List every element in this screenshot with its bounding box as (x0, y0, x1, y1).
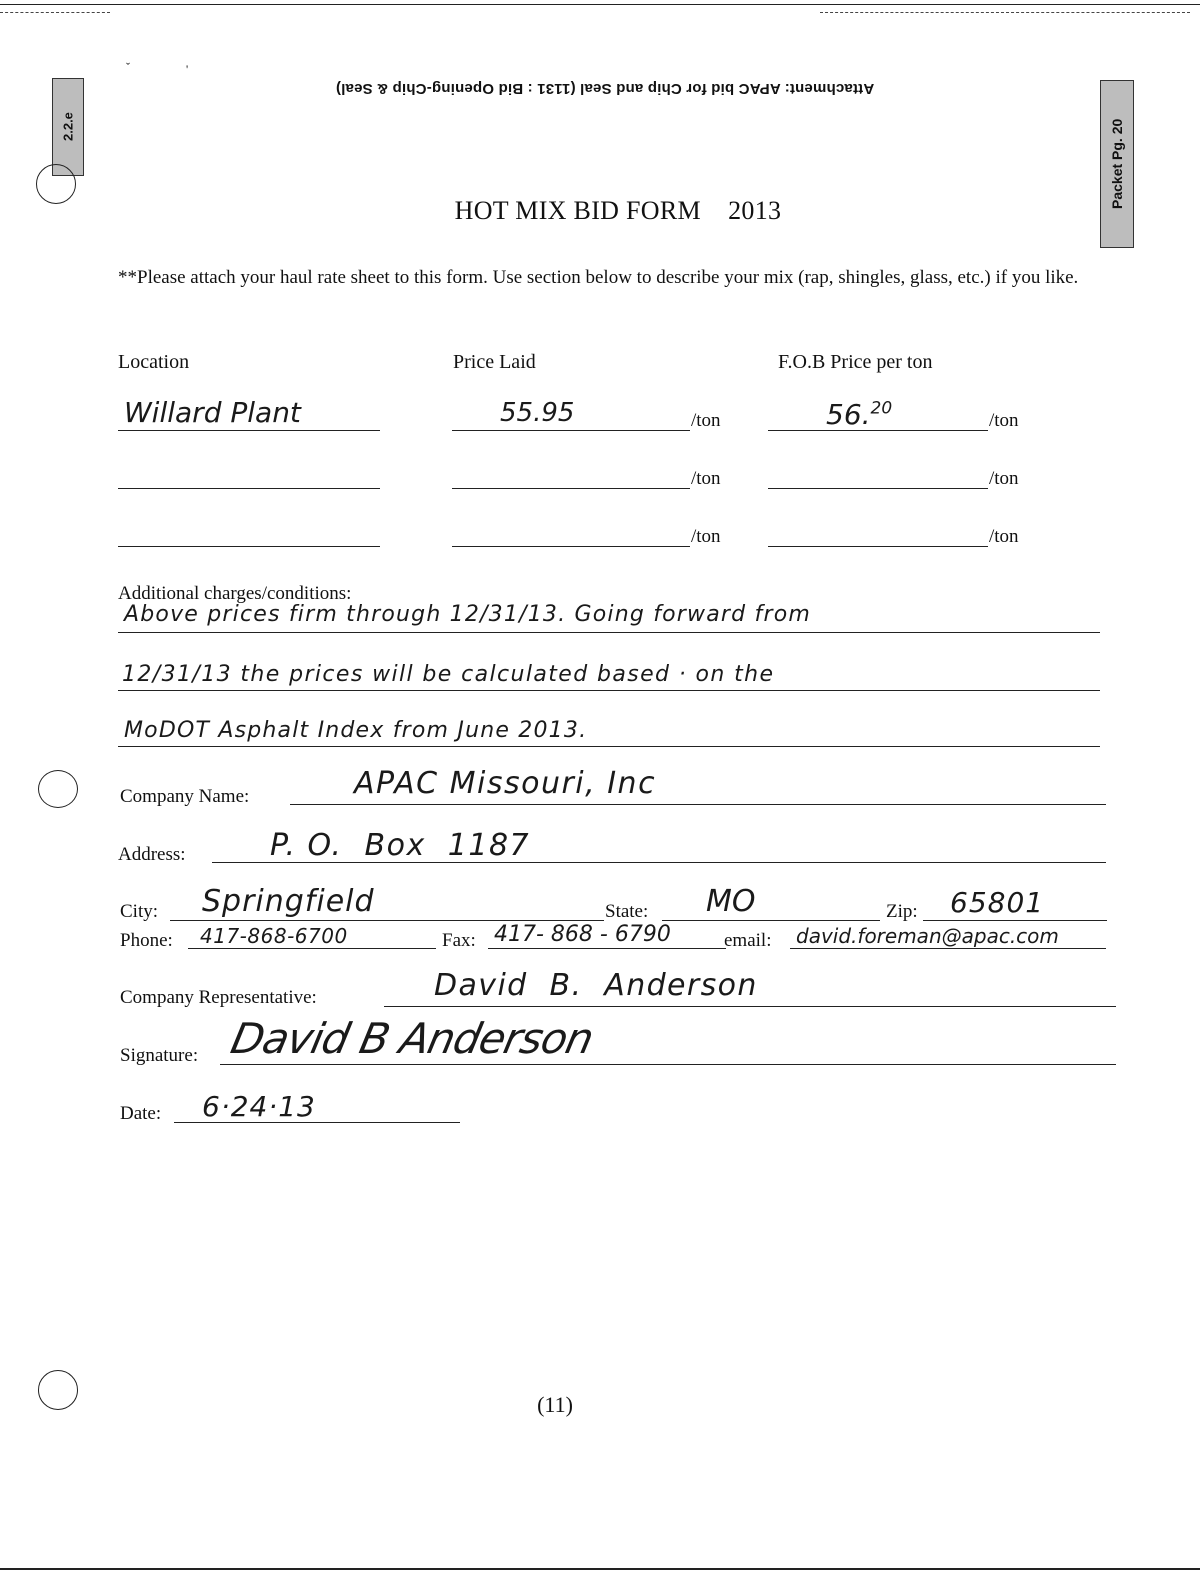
additional-text-1[interactable]: Above prices firm through 12/31/13. Going forward from (124, 602, 811, 627)
state-value[interactable]: MO (706, 884, 756, 919)
location-line-1 (118, 430, 380, 431)
fob-value-1[interactable] (826, 398, 892, 431)
punch-hole-middle (38, 770, 78, 808)
signature-value[interactable]: David B Anderson (226, 1014, 598, 1063)
phone-value[interactable]: 417-868-6700 (200, 924, 348, 948)
fax-line (488, 948, 726, 949)
city-label: City: (120, 901, 159, 922)
location-line-2[interactable] (118, 488, 380, 489)
price-laid-column-header: Price Laid (453, 351, 536, 373)
additional-text-2[interactable]: 12/31/13 the prices will be calculated based · on the (122, 662, 775, 687)
phone-line (188, 948, 436, 949)
fax-label: Fax: (442, 930, 476, 951)
signature-label: Signature: (120, 1045, 199, 1066)
form-title: HOT MIX BID FORM 2013 (454, 196, 782, 225)
signature-line (220, 1064, 1116, 1065)
scan-speck: ˇ (126, 60, 130, 74)
email-value[interactable]: david.foreman@apac.com (796, 924, 1059, 948)
zip-label: Zip: (886, 901, 918, 922)
form-instructions: **Please attach your haul rate sheet to this form. Use section below to describe your mix (rap, shingles, glass, etc.) if you like. (118, 267, 1079, 288)
location-line-3[interactable] (118, 546, 380, 547)
additional-line-1 (118, 632, 1100, 633)
phone-label: Phone: (120, 930, 173, 951)
company-rep-line (384, 1006, 1116, 1007)
company-name-line (290, 804, 1106, 805)
additional-line-2 (118, 690, 1100, 691)
top-scan-dash (820, 12, 1190, 13)
location-column-header: Location (118, 351, 190, 373)
email-label: email: (724, 930, 772, 951)
address-label: Address: (118, 844, 186, 865)
date-value[interactable]: 6·24·13 (202, 1090, 316, 1123)
company-rep-label: Company Representative: (120, 987, 317, 1008)
packet-page-tab: Packet Pg. 20 (1100, 80, 1134, 248)
per-ton-unit: /ton (989, 526, 1019, 547)
per-ton-unit: /ton (691, 468, 721, 489)
email-line (790, 948, 1106, 949)
zip-line (923, 920, 1107, 921)
location-value-1[interactable]: Willard Plant (124, 396, 301, 429)
attachment-header: Attachment: APAC bid for Chip and Seal (1131 : Bid Opening-Chip & Seal) (335, 80, 875, 97)
state-label: State: (605, 901, 649, 922)
price-laid-line-2[interactable] (452, 488, 690, 489)
additional-text-3[interactable]: MoDOT Asphalt Index from June 2013. (124, 718, 588, 743)
fob-line-3[interactable] (768, 546, 988, 547)
fax-value[interactable]: 417- 868 - 6790 (494, 922, 671, 947)
company-name-value[interactable]: APAC Missouri, Inc (354, 766, 657, 801)
top-border-line (0, 4, 1200, 5)
address-value[interactable]: P. O. Box 1187 (270, 828, 531, 863)
agenda-item-tab: 2.2.e (52, 78, 84, 176)
per-ton-unit: /ton (989, 410, 1019, 431)
price-laid-value-1[interactable]: 55.95 (500, 398, 575, 428)
state-line (662, 920, 880, 921)
city-value[interactable]: Springfield (202, 884, 375, 919)
page-number: (11) (537, 1392, 573, 1417)
per-ton-unit: /ton (691, 526, 721, 547)
fob-line-2[interactable] (768, 488, 988, 489)
zip-value[interactable]: 65801 (950, 886, 1045, 919)
per-ton-unit: /ton (989, 468, 1019, 489)
company-rep-value[interactable]: David B. Anderson (434, 968, 758, 1003)
company-name-label: Company Name: (120, 786, 250, 807)
date-label: Date: (120, 1103, 162, 1124)
city-line (170, 920, 604, 921)
additional-line-3 (118, 746, 1100, 747)
per-ton-unit: /ton (691, 410, 721, 431)
bottom-border-line (0, 1568, 1200, 1570)
price-laid-line-1 (452, 430, 690, 431)
additional-charges-label: Additional charges/conditions: (118, 583, 352, 604)
fob-value-main: 56. (826, 398, 871, 431)
fob-value-cents: 20 (870, 398, 893, 419)
top-scan-dash-left (0, 12, 110, 13)
scan-speck-2: ' (186, 62, 189, 76)
fob-price-column-header: F.O.B Price per ton (778, 351, 933, 373)
price-laid-line-3[interactable] (452, 546, 690, 547)
